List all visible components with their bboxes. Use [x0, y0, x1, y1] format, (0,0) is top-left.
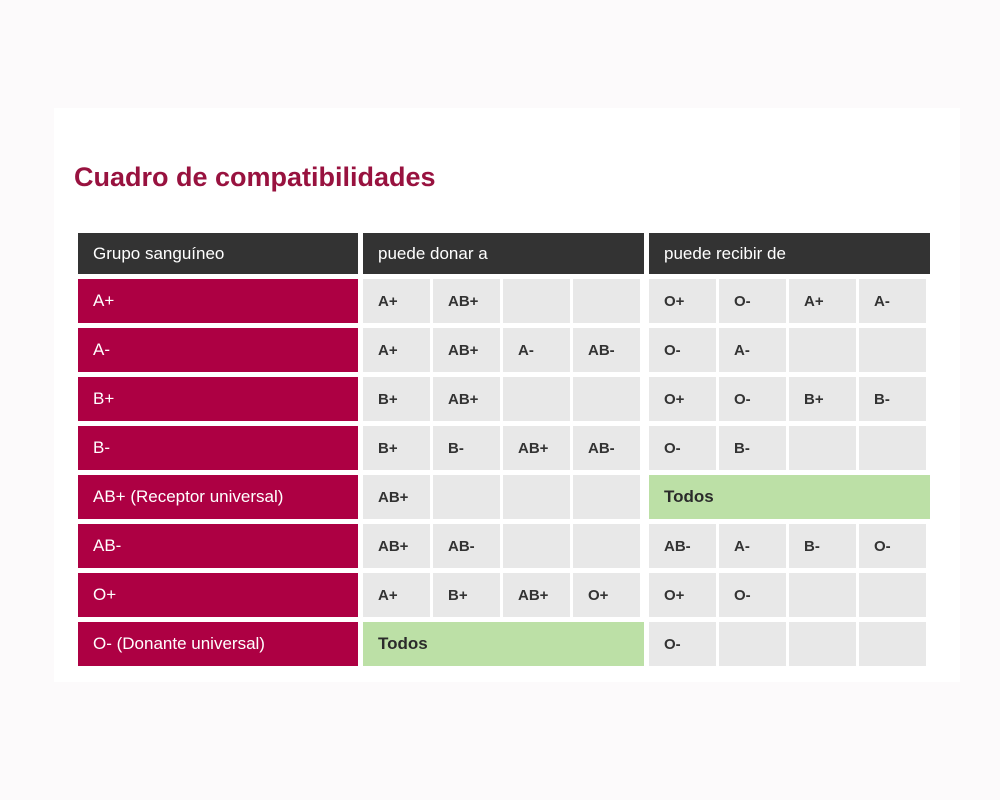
header-puede-donar: puede donar a	[363, 233, 644, 274]
receive-cell	[789, 622, 856, 666]
donate-cell: O+	[573, 573, 640, 617]
receive-cell: B-	[859, 377, 926, 421]
receive-cell: AB-	[649, 524, 716, 568]
receive-cell	[859, 328, 926, 372]
donate-cell: AB+	[433, 377, 500, 421]
receive-cell	[719, 622, 786, 666]
donate-cell: A+	[363, 328, 430, 372]
donate-cell: AB-	[433, 524, 500, 568]
blood-group-cell: A-	[78, 328, 358, 372]
donate-cell	[573, 377, 640, 421]
receive-cell: O-	[719, 377, 786, 421]
donate-all-cell: Todos	[363, 622, 644, 666]
blood-group-cell: AB+ (Receptor universal)	[78, 475, 358, 519]
receive-cell	[859, 573, 926, 617]
donate-cell	[503, 279, 570, 323]
blood-group-cell: B-	[78, 426, 358, 470]
receive-cell	[789, 328, 856, 372]
donate-cell: AB+	[503, 573, 570, 617]
blood-group-cell: O+	[78, 573, 358, 617]
donate-cell: A-	[503, 328, 570, 372]
donate-cell	[573, 475, 640, 519]
receive-cell: A+	[789, 279, 856, 323]
receive-cell: O-	[649, 328, 716, 372]
receive-all-cell: Todos	[649, 475, 930, 519]
receive-cell	[859, 426, 926, 470]
receive-cell	[789, 573, 856, 617]
donate-cell: AB+	[503, 426, 570, 470]
donate-cell	[503, 377, 570, 421]
donate-cell	[433, 475, 500, 519]
receive-cell: O+	[649, 573, 716, 617]
receive-cell: B-	[789, 524, 856, 568]
receive-cell: O-	[859, 524, 926, 568]
donate-cell: B+	[363, 426, 430, 470]
receive-cell: B+	[789, 377, 856, 421]
receive-cell: O-	[719, 573, 786, 617]
receive-cell	[859, 622, 926, 666]
compatibility-table	[78, 233, 931, 666]
donate-cell: B-	[433, 426, 500, 470]
receive-cell: A-	[719, 524, 786, 568]
receive-cell	[789, 426, 856, 470]
donate-cell: B+	[363, 377, 430, 421]
donate-cell: AB+	[363, 524, 430, 568]
receive-cell: O-	[649, 426, 716, 470]
donate-cell: AB+	[363, 475, 430, 519]
donate-cell: AB-	[573, 328, 640, 372]
page-title: Cuadro de compatibilidades	[74, 162, 436, 192]
donate-cell: A+	[363, 573, 430, 617]
blood-group-cell: A+	[78, 279, 358, 323]
donate-cell	[503, 475, 570, 519]
receive-cell: B-	[719, 426, 786, 470]
header-puede-recibir: puede recibir de	[649, 233, 930, 274]
receive-cell: O+	[649, 377, 716, 421]
donate-cell: AB-	[573, 426, 640, 470]
donate-cell	[573, 524, 640, 568]
donate-cell: AB+	[433, 279, 500, 323]
receive-cell: A-	[719, 328, 786, 372]
donate-cell: B+	[433, 573, 500, 617]
blood-group-cell: O- (Donante universal)	[78, 622, 358, 666]
receive-cell: O-	[719, 279, 786, 323]
donate-cell	[573, 279, 640, 323]
receive-cell: O+	[649, 279, 716, 323]
donate-cell: AB+	[433, 328, 500, 372]
receive-cell: O-	[649, 622, 716, 666]
blood-group-cell: AB-	[78, 524, 358, 568]
donate-cell	[503, 524, 570, 568]
header-grupo: Grupo sanguíneo	[78, 233, 358, 274]
receive-cell: A-	[859, 279, 926, 323]
donate-cell: A+	[363, 279, 430, 323]
blood-group-cell: B+	[78, 377, 358, 421]
